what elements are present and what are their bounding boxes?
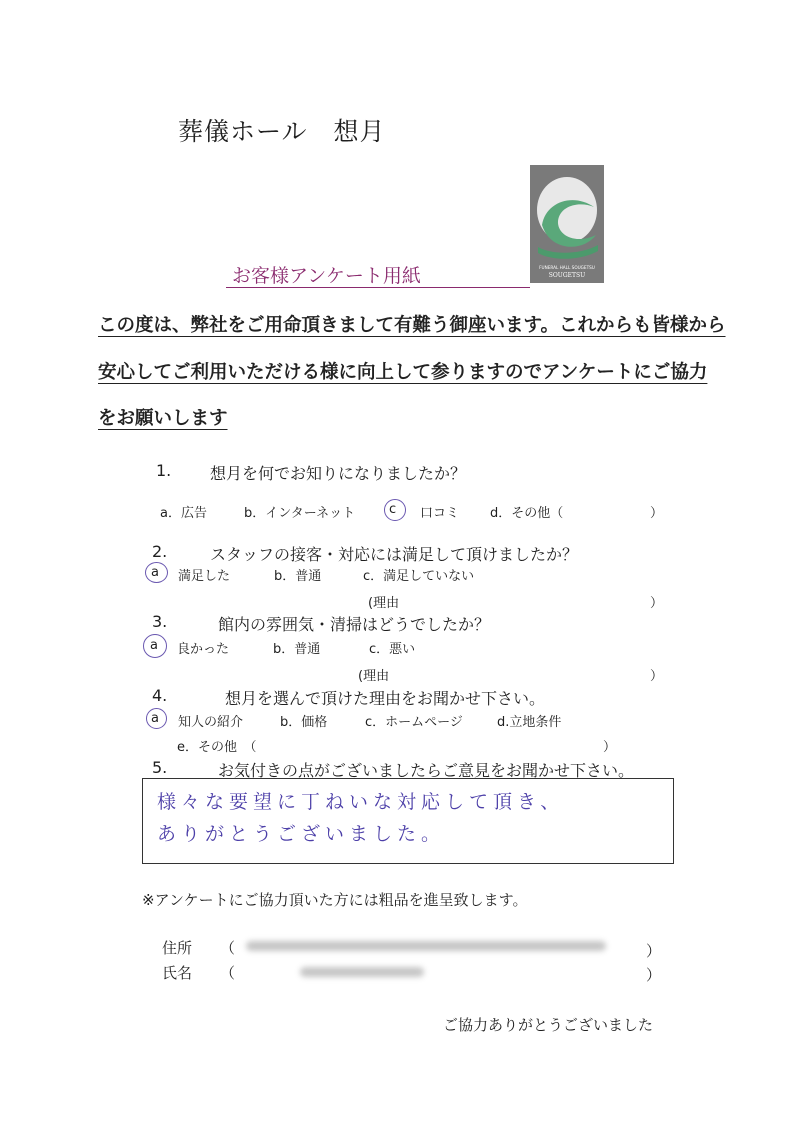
q3-option-b[interactable]: b．普通 [273, 642, 321, 657]
address-paren-close: ） [646, 942, 662, 960]
q4-option-d[interactable]: d.立地条件 [497, 715, 562, 730]
comment-line-1: 様々な要望に丁ねいな対応して頂き、 [157, 791, 565, 813]
q2-option-a-letter[interactable]: a [151, 565, 159, 580]
q4-option-b[interactable]: b．価格 [280, 715, 328, 730]
q4-option-a-label[interactable]: 知人の紹介 [178, 715, 244, 730]
intro-line-2: 安心してご利用いただける様に向上して参りますのでアンケートにご協力 [98, 362, 708, 383]
q2-option-b[interactable]: b．普通 [274, 569, 322, 584]
form-title-underline [226, 287, 530, 288]
q3-reason-label: (理由 [358, 669, 390, 684]
q3-text: 館内の雰囲気・清掃はどうでしたか？ [218, 615, 491, 634]
intro-line-3: をお願いします [98, 408, 228, 429]
gift-note: ※アンケートにご協力頂いた方には粗品を進呈致します。 [142, 891, 528, 909]
logo-wordmark: SOUGETSU [548, 272, 586, 279]
q4-option-c[interactable]: c．ホームページ [365, 715, 463, 730]
comment-box[interactable] [142, 778, 674, 864]
q5-number: 5. [152, 758, 168, 777]
q4-option-e[interactable]: e．その他 （ [177, 740, 257, 755]
q5-text: お気付きの点がございましたらご意見をお聞かせ下さい。 [218, 761, 635, 780]
q4-option-e-close: ） [603, 740, 617, 755]
q1-option-c-label[interactable]: 口コミ [420, 506, 460, 521]
q2-option-c[interactable]: c．満足していない [363, 569, 475, 584]
q4-text: 想月を選んで頂けた理由をお聞かせ下さい。 [225, 689, 546, 708]
hall-name: 葬儀ホール 想月 [178, 117, 386, 146]
address-label: 住所 [162, 939, 193, 957]
q1-option-d-close: ） [650, 506, 664, 521]
q1-option-c-letter[interactable]: c [389, 502, 397, 517]
q4-number: 4. [152, 686, 168, 705]
address-redacted [246, 941, 606, 951]
q1-number: 1. [156, 461, 172, 480]
q2-reason-label: (理由 [368, 596, 400, 611]
sougetsu-logo [530, 165, 604, 283]
q2-text: スタッフの接客・対応には満足して頂けましたか？ [210, 545, 579, 564]
q1-option-b[interactable]: b．インターネット [244, 506, 356, 521]
closing-thanks: ご協力ありがとうございました [443, 1016, 654, 1034]
q1-text: 想月を何でお知りになりましたか？ [210, 464, 467, 483]
q1-option-a[interactable]: a．広告 [160, 506, 207, 521]
q2-reason-close: ） [650, 596, 664, 611]
form-title: お客様アンケート用紙 [232, 265, 421, 287]
q2-number: 2. [152, 542, 168, 561]
intro-line-1: この度は、弊社をご用命頂きまして有難う御座います。これからも皆様から [98, 315, 726, 336]
q4-option-a-letter[interactable]: a [151, 711, 159, 726]
q3-number: 3. [152, 612, 168, 631]
name-paren-close: ） [646, 966, 662, 984]
q3-option-a-label[interactable]: 良かった [177, 642, 230, 657]
address-paren-open: （ [220, 939, 236, 957]
q3-reason-close: ） [650, 669, 664, 684]
name-label: 氏名 [162, 964, 193, 982]
q1-option-d[interactable]: d．その他（ [490, 506, 564, 521]
logo-caption: FUNERAL HALL SOUGETSU [539, 265, 595, 270]
q3-option-a-letter[interactable]: a [150, 638, 158, 653]
comment-line-2: ありがとうございました。 [157, 823, 446, 845]
q2-option-a-label[interactable]: 満足した [178, 569, 231, 584]
name-paren-open: （ [220, 964, 236, 982]
name-redacted [300, 967, 424, 977]
q3-option-c[interactable]: c．悪い [369, 642, 416, 657]
